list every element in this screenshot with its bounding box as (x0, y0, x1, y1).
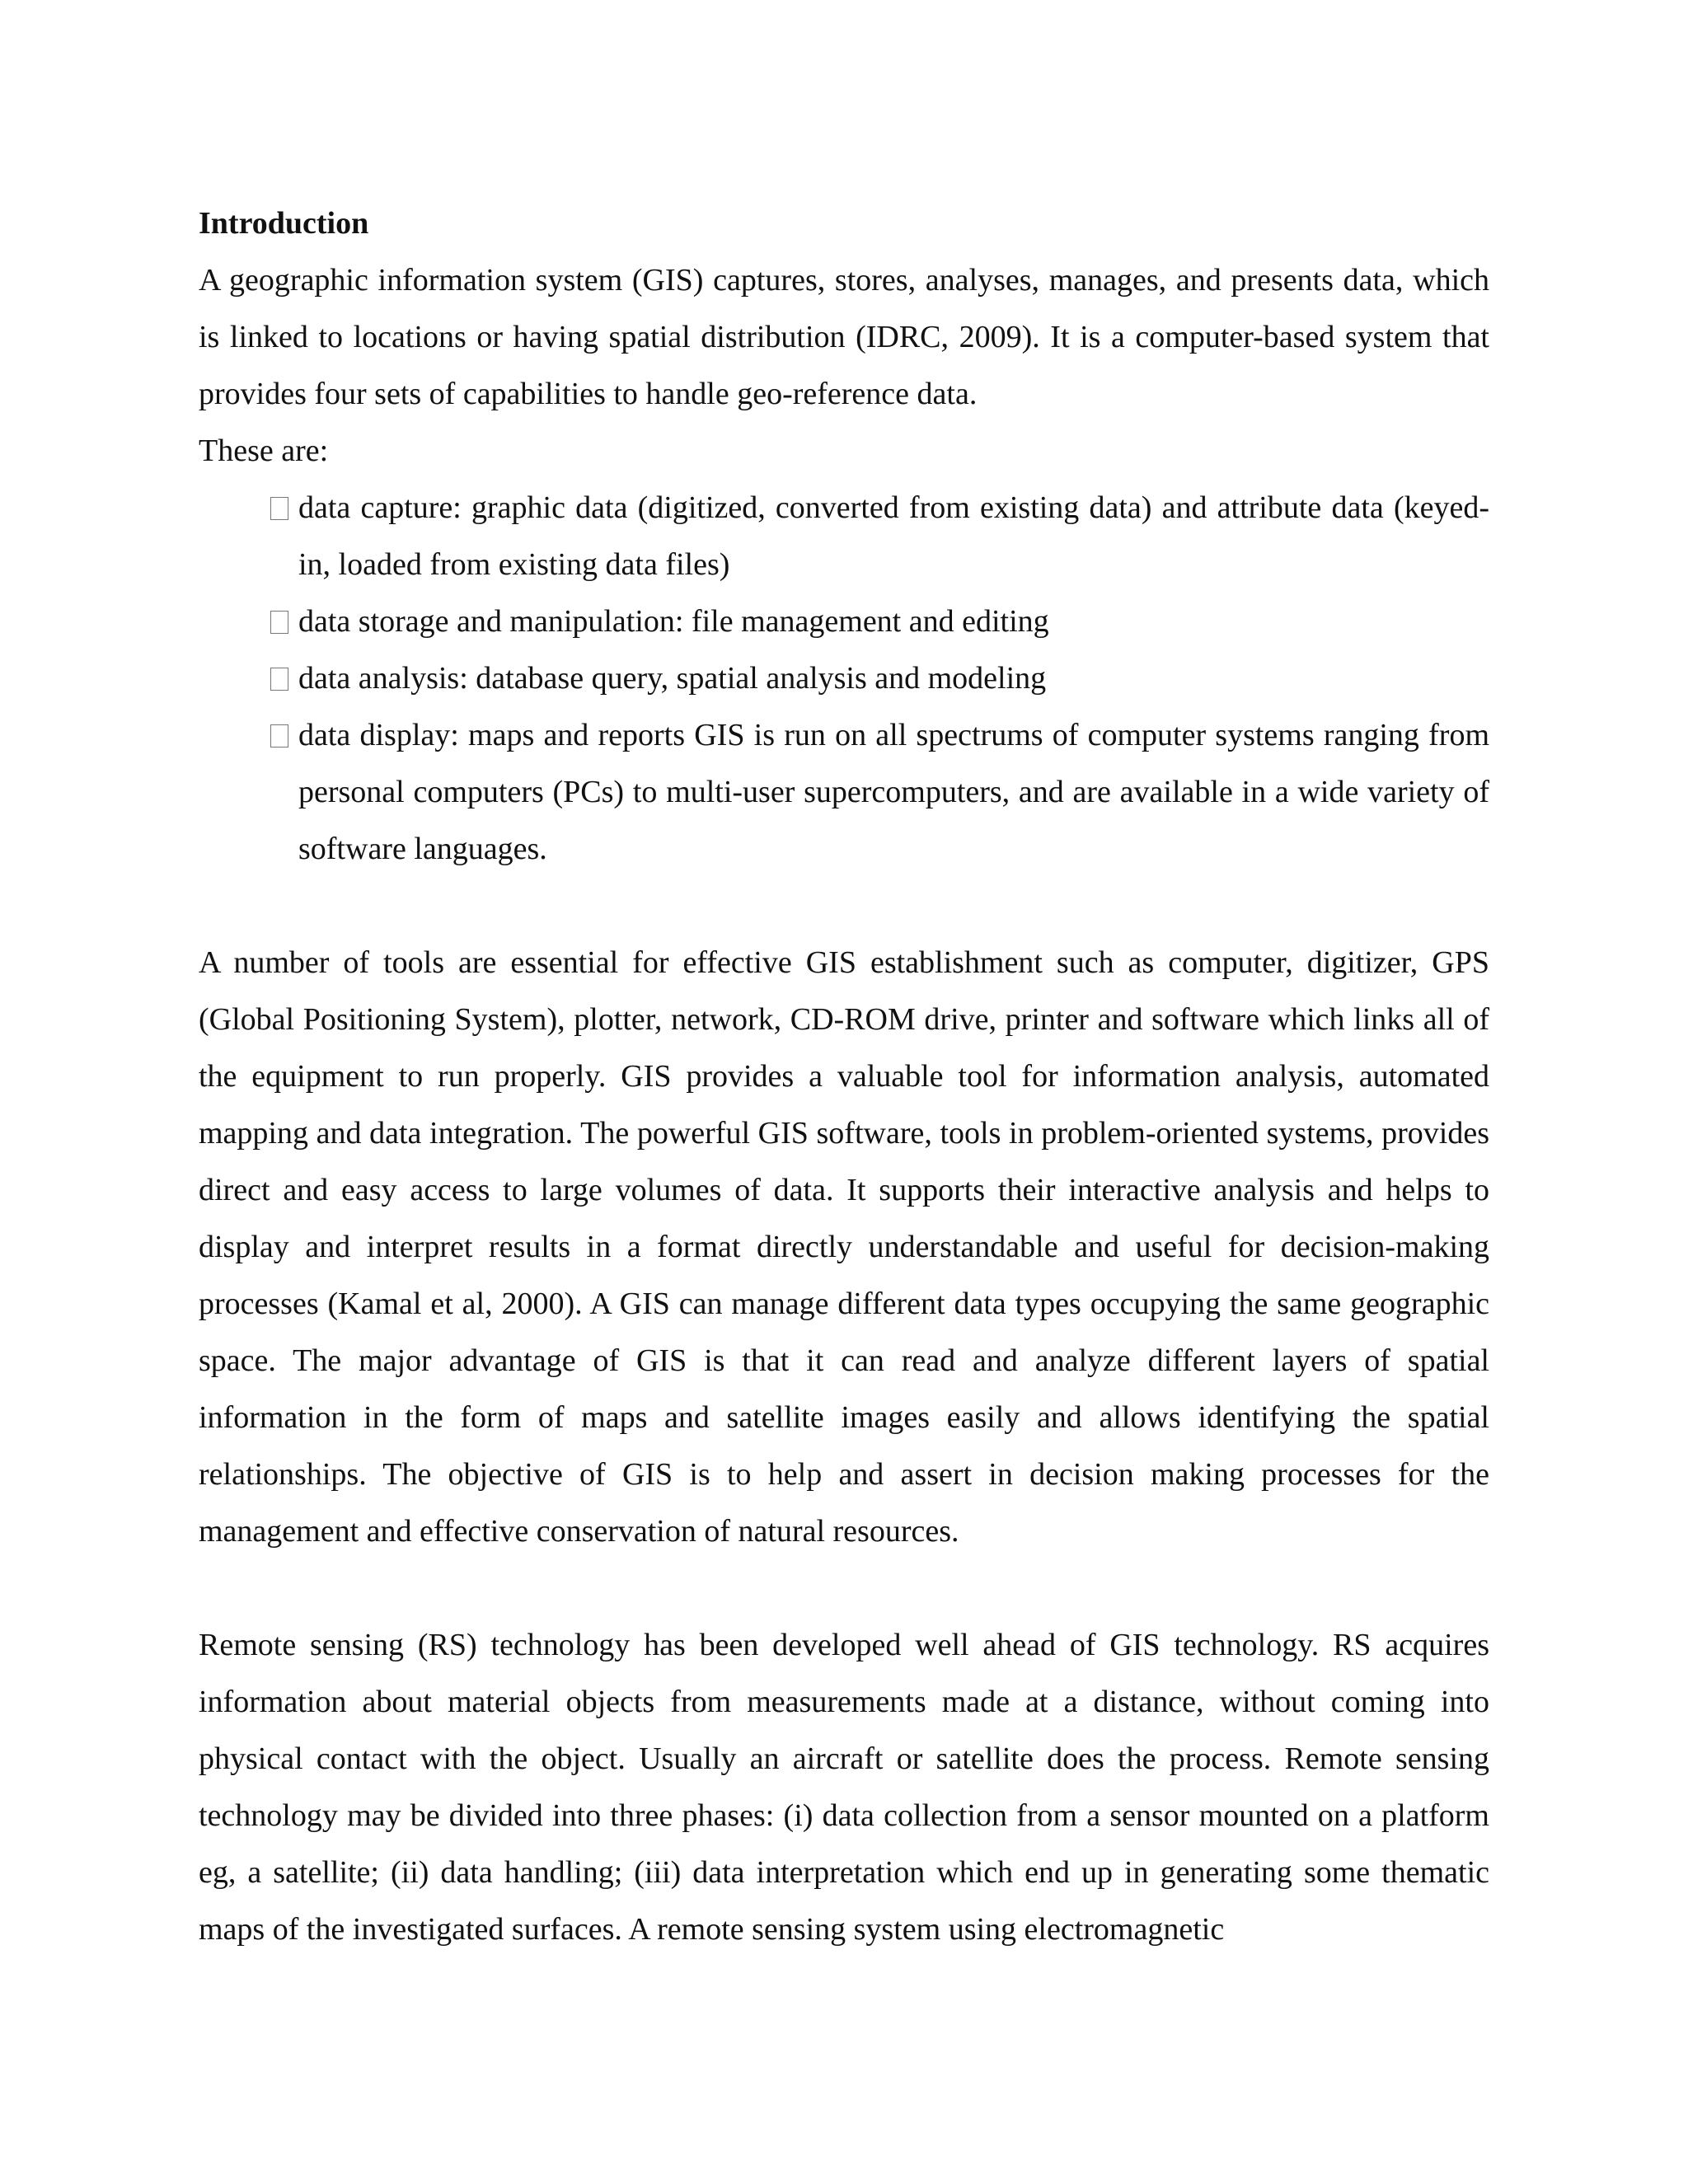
list-item (249, 650, 1489, 707)
square-outline-icon (270, 611, 288, 634)
square-outline-icon (270, 668, 288, 691)
section-heading: Introduction (199, 206, 369, 241)
gis-tools-paragraph: A number of tools are essential for effective GIS establishment such as computer, digitizer, GPS (Global Positioning System), plotter, network, CD-ROM drive, printer and software which links all of the equipment to run properly. GIS provides a valuable tool for information analysis, automated mapping and data integration. The powerful GIS software, tools in problem-oriented systems, provides direct and easy access to large volumes of data. It supports their interactive analysis and helps to display and interpret results in a format directly understandable and useful for decision-making processes (Kamal et al, 2000). A GIS can manage different data types occupying the same geographic space. The major advantage of GIS is that it can read and analyze different layers of spatial information in the form of maps and satellite images easily and allows identifying the spatial relationships. The objective of GIS is to help and assert in decision making processes for the management and effective conservation of natural resources. (199, 945, 1489, 1549)
remote-sensing-paragraph: Remote sensing (RS) technology has been developed well ahead of GIS technology. RS acquires information about material objects from measurements made at a distance, without coming into physical contact with the object. Usually an aircraft or satellite does the process. Remote sensing technology may be divided into three phases: (i) data collection from a sensor mounted on a platform eg, a satellite; (ii) data handling; (iii) data interpretation which end up in generating some thematic maps of the investigated surfaces. A remote sensing system using electromagnetic (199, 1628, 1489, 1947)
capabilities-list (199, 480, 1489, 878)
square-outline-icon (270, 724, 288, 748)
list-lead-text: These are: (199, 434, 329, 468)
paragraph-spacer (199, 1560, 1489, 1617)
list-item-text: data display: maps and reports GIS is run on all spectrums of computer systems ranging from personal computers (PCs) to multi-user supercomputers, and are available in a wide variety of software languages. (298, 718, 1489, 866)
square-outline-icon (270, 497, 288, 520)
list-item-text: data capture: graphic data (digitized, converted from existing data) and attribute data (keyed-in, loaded from existing data files) (298, 490, 1489, 582)
list-item-text: data analysis: database query, spatial analysis and modeling (298, 661, 1047, 696)
intro-paragraph: A geographic information system (GIS) captures, stores, analyses, manages, and presents data, which is linked to locations or having spatial distribution (IDRC, 2009). It is a computer-based system that provides four sets of capabilities to handle geo-reference data. (199, 263, 1489, 411)
list-item (249, 707, 1489, 878)
paragraph-spacer (199, 878, 1489, 935)
list-item (249, 480, 1489, 593)
list-item-text: data storage and manipulation: file management and editing (298, 604, 1049, 639)
document-body (199, 195, 1489, 1958)
list-item (249, 593, 1489, 650)
